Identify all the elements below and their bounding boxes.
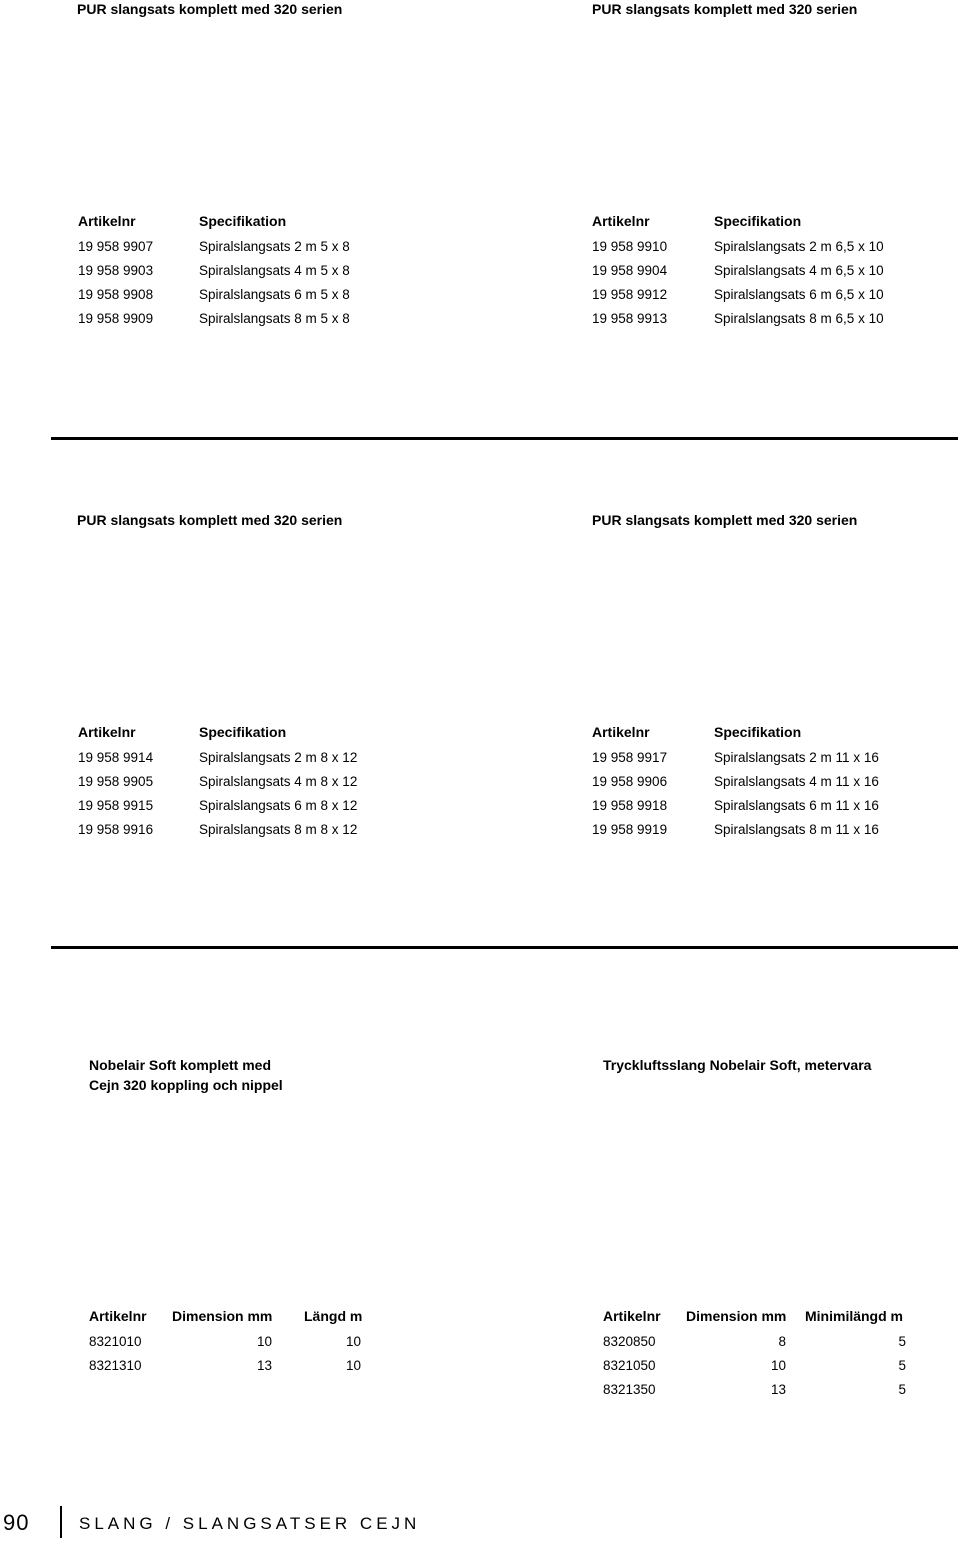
article-number: 19 958 9907 <box>78 239 154 254</box>
s2-left-title: PUR slangsats komplett med 320 serien <box>77 512 343 528</box>
column-header-artikelnr: Artikelnr <box>89 1308 147 1324</box>
specification: Spiralslangsats 8 m 11 x 16 <box>714 822 879 837</box>
article-number: 19 958 9919 <box>592 822 668 837</box>
dimension-value: 13 <box>256 1358 272 1373</box>
specification: Spiralslangsats 2 m 6,5 x 10 <box>714 239 884 254</box>
dimension-value: 8 <box>778 1334 786 1349</box>
s2-right-title: PUR slangsats komplett med 320 serien <box>592 512 858 528</box>
article-number: 19 958 9906 <box>592 774 668 789</box>
specification: Spiralslangsats 8 m 5 x 8 <box>199 311 350 326</box>
footer-separator <box>60 1506 62 1538</box>
column-header-artikelnr: Artikelnr <box>592 724 650 740</box>
article-number: 19 958 9909 <box>78 311 154 326</box>
dimension-value: 13 <box>770 1382 786 1397</box>
column-header-artikelnr: Artikelnr <box>592 213 650 229</box>
article-number: 19 958 9917 <box>592 750 668 765</box>
s1-left-title: PUR slangsats komplett med 320 serien <box>77 1 343 17</box>
dimension-value: 10 <box>770 1358 786 1373</box>
column-header-specifikation: Specifikation <box>199 724 287 740</box>
column-header-dimension: Dimension mm <box>172 1308 273 1324</box>
column-header-min-length: Minimilängd m <box>805 1308 903 1324</box>
article-number: 19 958 9905 <box>78 774 154 789</box>
article-number: 19 958 9904 <box>592 263 668 278</box>
column-header-artikelnr: Artikelnr <box>78 213 136 229</box>
specification: Spiralslangsats 2 m 11 x 16 <box>714 750 879 765</box>
s3-left-title-line2: Cejn 320 koppling och nippel <box>89 1077 283 1093</box>
article-number: 8321050 <box>603 1358 656 1373</box>
article-number: 19 958 9914 <box>78 750 154 765</box>
specification: Spiralslangsats 4 m 8 x 12 <box>199 774 358 789</box>
article-number: 19 958 9908 <box>78 287 154 302</box>
specification: Spiralslangsats 4 m 5 x 8 <box>199 263 350 278</box>
s3-left-title-line1: Nobelair Soft komplett med <box>89 1057 272 1073</box>
specification: Spiralslangsats 2 m 8 x 12 <box>199 750 358 765</box>
section-divider <box>51 437 958 440</box>
column-header-length: Längd m <box>304 1308 363 1324</box>
column-header-specifikation: Specifikation <box>714 213 802 229</box>
page-number: 90 <box>3 1510 30 1535</box>
article-number: 19 958 9916 <box>78 822 154 837</box>
article-number: 8321010 <box>89 1334 142 1349</box>
article-number: 19 958 9915 <box>78 798 154 813</box>
min-length-value: 5 <box>898 1382 906 1397</box>
specification: Spiralslangsats 4 m 11 x 16 <box>714 774 879 789</box>
s1-right-title: PUR slangsats komplett med 320 serien <box>592 1 858 17</box>
specification: Spiralslangsats 6 m 8 x 12 <box>199 798 358 813</box>
specification: Spiralslangsats 6 m 11 x 16 <box>714 798 879 813</box>
s3-right-title: Tryckluftsslang Nobelair Soft, metervara <box>603 1057 872 1073</box>
section-title: SLANG / SLANGSATSER CEJN <box>79 1514 421 1533</box>
length-value: 10 <box>345 1358 361 1373</box>
article-number: 19 958 9913 <box>592 311 668 326</box>
min-length-value: 5 <box>898 1358 906 1373</box>
article-number: 8320850 <box>603 1334 656 1349</box>
article-number: 19 958 9912 <box>592 287 668 302</box>
article-number: 8321310 <box>89 1358 142 1373</box>
specification: Spiralslangsats 2 m 5 x 8 <box>199 239 350 254</box>
column-header-specifikation: Specifikation <box>714 724 802 740</box>
article-number: 8321350 <box>603 1382 656 1397</box>
length-value: 10 <box>345 1334 361 1349</box>
column-header-artikelnr: Artikelnr <box>78 724 136 740</box>
article-number: 19 958 9903 <box>78 263 154 278</box>
specification: Spiralslangsats 8 m 6,5 x 10 <box>714 311 884 326</box>
dimension-value: 10 <box>256 1334 272 1349</box>
specification: Spiralslangsats 4 m 6,5 x 10 <box>714 263 884 278</box>
article-number: 19 958 9910 <box>592 239 668 254</box>
column-header-dimension: Dimension mm <box>686 1308 787 1324</box>
column-header-specifikation: Specifikation <box>199 213 287 229</box>
specification: Spiralslangsats 8 m 8 x 12 <box>199 822 358 837</box>
min-length-value: 5 <box>898 1334 906 1349</box>
column-header-artikelnr: Artikelnr <box>603 1308 661 1324</box>
article-number: 19 958 9918 <box>592 798 668 813</box>
section-divider <box>51 946 958 949</box>
specification: Spiralslangsats 6 m 6,5 x 10 <box>714 287 884 302</box>
specification: Spiralslangsats 6 m 5 x 8 <box>199 287 350 302</box>
